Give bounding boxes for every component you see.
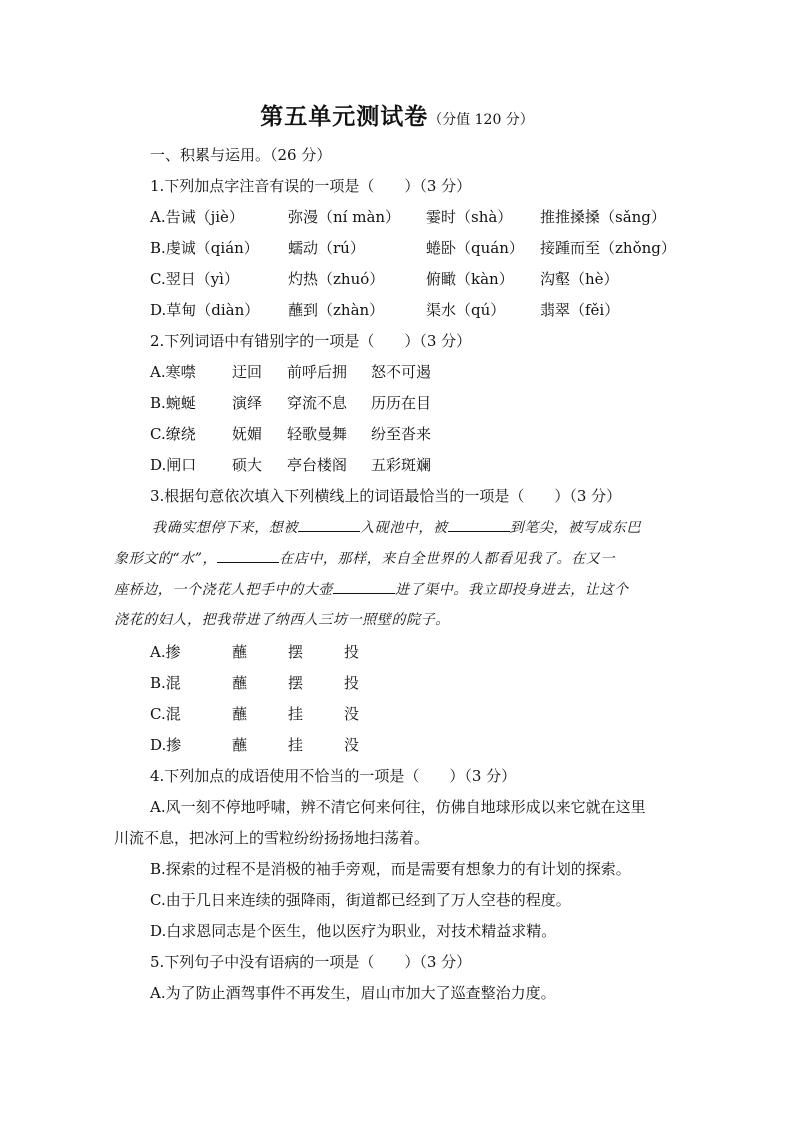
q1-a-2: 弥漫（ní màn）: [288, 208, 401, 226]
q3-a-1: A.掺: [150, 643, 181, 661]
q3-b-2: 蘸: [232, 674, 248, 692]
q1-a-4: 推推搡搡（sǎng）: [540, 208, 666, 226]
q1-b-4: 接踵而至（zhǒng）: [540, 239, 676, 257]
page-title: [0, 98, 794, 131]
q2-b-3: 穿流不息: [287, 394, 348, 412]
q3-c-3: 挂: [288, 705, 304, 723]
passage-line-1: [114, 517, 684, 538]
passage-text: 我确实想停下来，想被: [152, 520, 298, 536]
q2-c-4: 纷至沓来: [371, 425, 432, 443]
section-heading: 一、积累与运用。（26 分）: [150, 146, 332, 164]
q3-d-2: 蘸: [232, 736, 248, 754]
q3-b-3: 摆: [288, 674, 304, 692]
fill-blank: [298, 517, 360, 532]
q1-c-2: 灼热（zhuó）: [288, 270, 385, 288]
q3-c-4: 没: [344, 705, 360, 723]
q2-d-3: 亭台楼阁: [287, 456, 348, 474]
q3-d-1: D.掺: [150, 736, 182, 754]
title-score: （分值 120 分）: [428, 112, 534, 128]
q5-stem: 5.下列句子中没有语病的一项是（ ）（3 分）: [150, 953, 472, 971]
q1-c-3: 俯瞰（kàn）: [426, 270, 514, 288]
fill-blank: [217, 548, 279, 563]
q2-d-4: 五彩斑斓: [371, 456, 432, 474]
q1-b-3: 蜷卧（quán）: [426, 239, 524, 257]
q2-a-2: 迂回: [232, 363, 263, 381]
q1-stem: 1.下列加点字注音有误的一项是（ ）（3 分）: [150, 177, 472, 195]
q5-option-a: A.为了防止酒驾事件不再发生，眉山市加大了巡查整治力度。: [150, 984, 556, 1002]
q3-c-1: C.混: [150, 705, 181, 723]
q3-stem: 3.根据句意依次填入下列横线上的词语最恰当的一项是（ ）（3 分）: [150, 487, 622, 505]
q2-a-1: A.寒噤: [150, 363, 196, 381]
q2-c-2: 妩媚: [232, 425, 263, 443]
q3-d-3: 挂: [288, 736, 304, 754]
q1-b-1: B.虔诚（qián）: [150, 239, 259, 257]
passage-text: 象形文的“水”，: [114, 551, 218, 567]
q2-d-1: D.闸口: [150, 456, 197, 474]
q1-b-2: 蠕动（rú）: [288, 239, 365, 257]
q3-c-2: 蘸: [232, 705, 248, 723]
q1-c-1: C.翌日（yì）: [150, 270, 239, 288]
q3-d-4: 没: [344, 736, 360, 754]
q4-option-a: A.风一刻不停地呼啸，辨不清它何来何往，仿佛自地球形成以来它就在这里: [150, 798, 646, 816]
q4-option-d: D.白求恩同志是个医生，他以医疗为职业，对技术精益求精。: [150, 922, 557, 940]
q2-stem: 2.下列词语中有错别字的一项是（ ）（3 分）: [150, 332, 472, 350]
q3-a-3: 摆: [288, 643, 304, 661]
passage-text: 座桥边，一个浇花人把手中的大壶: [114, 582, 333, 598]
q2-c-3: 轻歌曼舞: [287, 425, 348, 443]
q1-c-4: 沟壑（hè）: [540, 270, 619, 288]
fill-blank: [333, 579, 395, 594]
q3-a-2: 蘸: [232, 643, 248, 661]
q2-b-2: 演绎: [232, 394, 263, 412]
passage-text: 到笔尖，被写成东巴: [509, 520, 642, 536]
q3-b-1: B.混: [150, 674, 181, 692]
q1-d-3: 渠水（qú）: [426, 301, 506, 319]
q2-b-4: 历历在目: [371, 394, 432, 412]
q2-c-1: C.缭绕: [150, 425, 196, 443]
q3-b-4: 投: [344, 674, 360, 692]
q2-a-3: 前呼后拥: [287, 363, 348, 381]
passage-line-3: [114, 579, 684, 600]
q1-d-4: 翡翠（fěi）: [540, 301, 620, 319]
passage-text: 浇花的妇人，把我带进了纳西人三坊一照壁的院子。: [114, 612, 450, 628]
q4-option-c: C.由于几日来连续的强降雨，街道都已经到了万人空巷的程度。: [150, 891, 571, 909]
q2-d-2: 硕大: [232, 456, 263, 474]
fill-blank: [448, 517, 510, 532]
passage-text: 入砚池中，被: [360, 520, 448, 536]
q4-stem: 4.下列加点的成语使用不恰当的一项是（ ）（3 分）: [150, 767, 517, 785]
q1-d-1: D.草甸（diàn）: [150, 301, 260, 319]
passage-text: 在店中，那样，来自全世界的人都看见我了。在又一: [279, 551, 615, 567]
passage-line-4: [114, 610, 684, 630]
q1-a-3: 霎时（shà）: [426, 208, 513, 226]
q1-a-1: A.告诫（jiè）: [150, 208, 244, 226]
q2-b-1: B.蜿蜒: [150, 394, 196, 412]
q1-d-2: 蘸到（zhàn）: [288, 301, 385, 319]
q4-option-b: B.探索的过程不是消极的袖手旁观，而是需要有想象力的有计划的探索。: [150, 860, 631, 878]
passage-text: 进了渠中。我立即投身进去，让这个: [395, 582, 629, 598]
q2-a-4: 怒不可遏: [371, 363, 432, 381]
title-main: 第五单元测试卷: [260, 103, 429, 130]
q4-option-a-cont: 川流不息，把冰河上的雪粒纷纷扬扬地扫荡着。: [114, 829, 430, 847]
passage-line-2: [114, 548, 684, 569]
q3-a-4: 投: [344, 643, 360, 661]
